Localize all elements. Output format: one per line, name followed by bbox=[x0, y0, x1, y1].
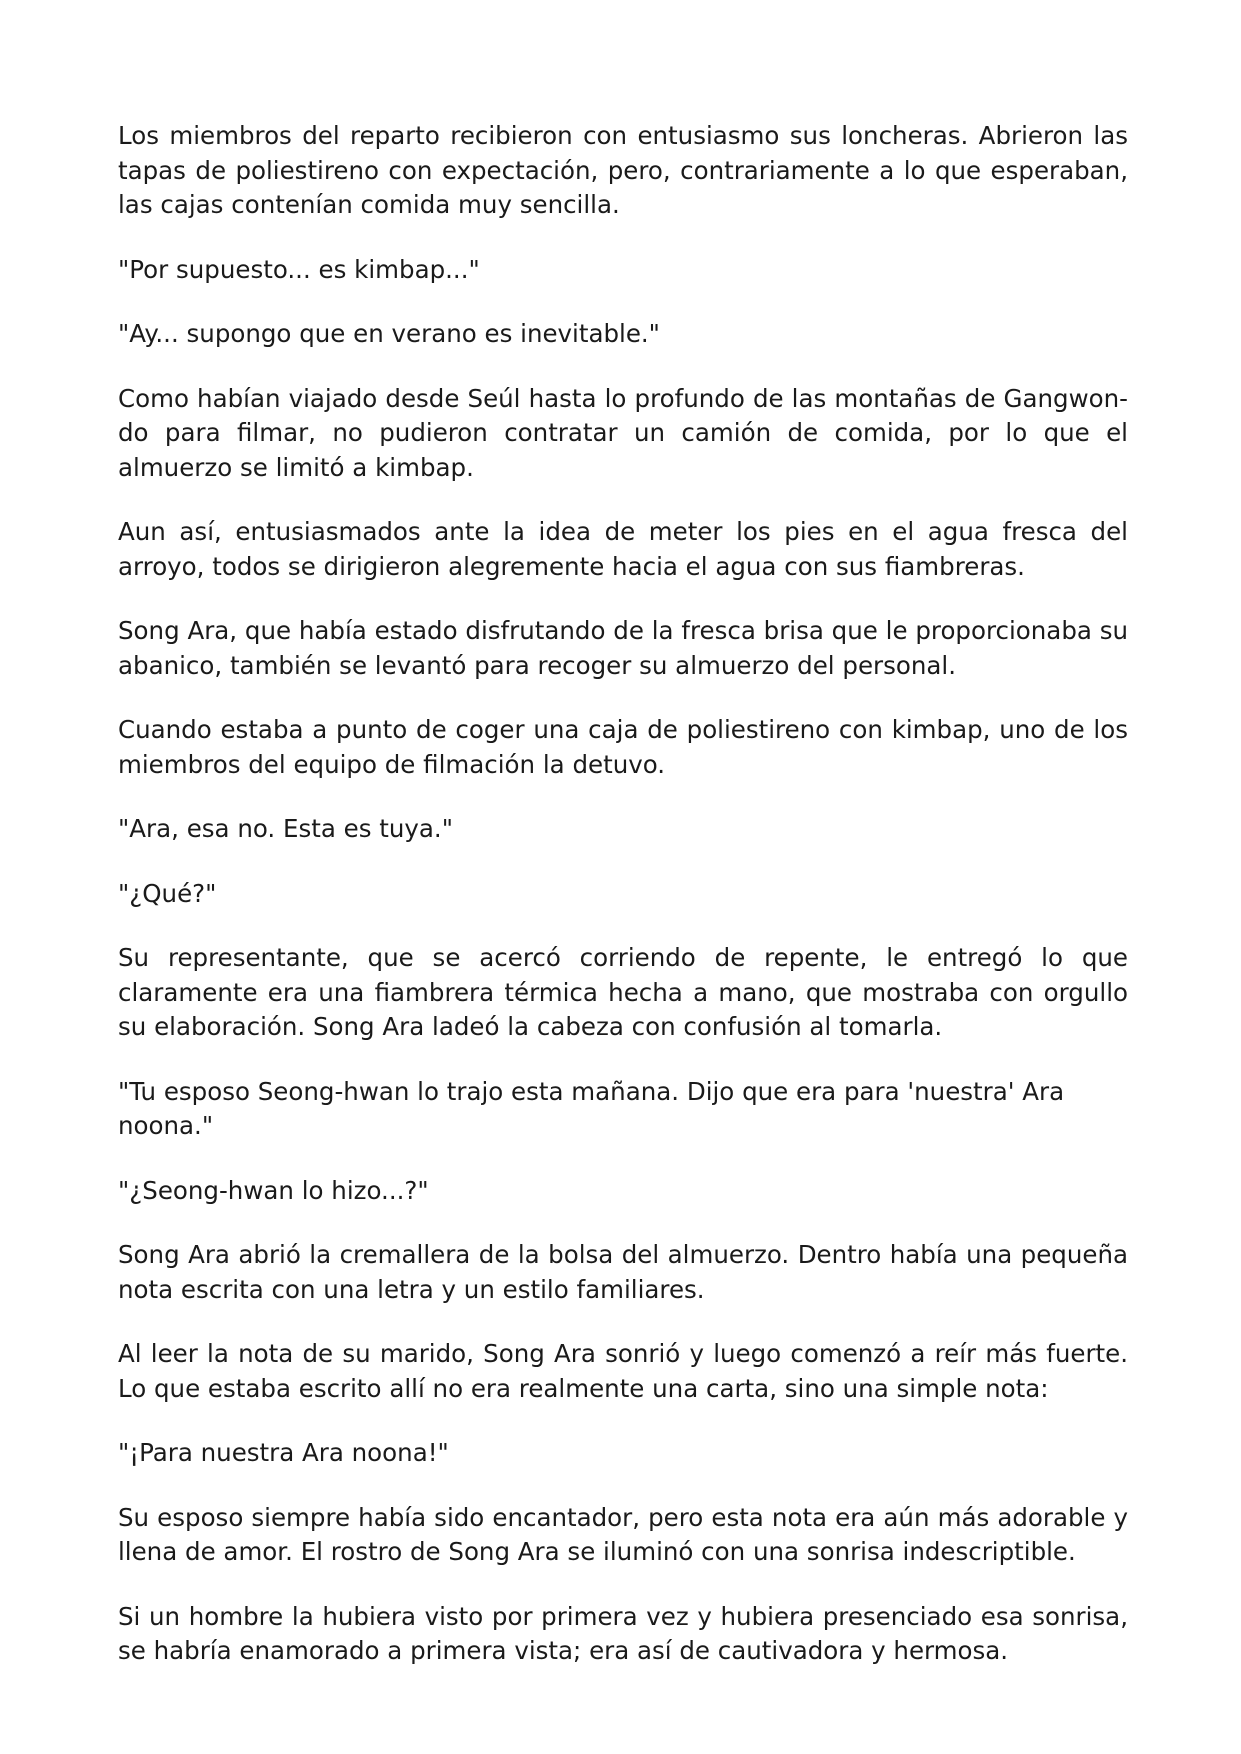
paragraph-4: Como habían viajado desde Seúl hasta lo profundo de las montañas de Gangwon-do para filmar, no pudieron contratar un camión de comida, por lo que el almuerzo se limitó a kimbap. bbox=[118, 383, 1128, 482]
paragraph-6: Song Ara, que había estado disfrutando de la fresca brisa que le proporcionaba su abanico, también se levantó para recoger su almuerzo del personal. bbox=[118, 616, 1128, 680]
paragraph-17: Si un hombre la hubiera visto por primera vez y hubiera presenciado esa sonrisa, se habría enamorado a primera vista; era así de cautivadora y hermosa. bbox=[118, 1601, 1128, 1665]
paragraph-14: Al leer la nota de su marido, Song Ara sonrió y luego comenzó a reír más fuerte. Lo que estaba escrito allí no era realmente una carta, sino una simple nota: bbox=[118, 1339, 1128, 1403]
paragraph-3: "Ay... supongo que en verano es inevitable." bbox=[118, 319, 660, 348]
paragraph-2: "Por supuesto... es kimbap..." bbox=[118, 254, 480, 284]
paragraph-12: "¿Seong-hwan lo hizo...?" bbox=[118, 1175, 429, 1205]
paragraph-15: "¡Para nuestra Ara noona!" bbox=[118, 1438, 449, 1467]
document-body bbox=[118, 119, 1128, 1699]
paragraph-9: "¿Qué?" bbox=[118, 878, 217, 908]
paragraph-13: Song Ara abrió la cremallera de la bolsa del almuerzo. Dentro había una pequeña nota escrita con una letra y un estilo familiares. bbox=[118, 1240, 1128, 1304]
paragraph-10: Su representante, que se acercó corriendo de repente, le entregó lo que claramente era una fiambrera térmica hecha a mano, que mostraba con orgullo su elaboración. Song Ara ladeó la cabeza con confusión al tomarla. bbox=[118, 943, 1128, 1041]
paragraph-8: "Ara, esa no. Esta es tuya." bbox=[118, 814, 453, 843]
paragraph-11: "Tu esposo Seong-hwan lo trajo esta mañana. Dijo que era para 'nuestra' Ara noona." bbox=[118, 1076, 1065, 1140]
paragraph-7: Cuando estaba a punto de coger una caja de poliestireno con kimbap, uno de los miembros del equipo de filmación la detuvo. bbox=[118, 715, 1128, 779]
paragraph-1: Los miembros del reparto recibieron con entusiasmo sus loncheras. Abrieron las tapas de poliestireno con expectación, pero, contrariamente a lo que esperaban, las cajas contenían comida muy sencilla. bbox=[118, 121, 1128, 219]
paragraph-5: Aun así, entusiasmados ante la idea de meter los pies en el agua fresca del arroyo, todos se dirigieron alegremente hacia el agua con sus fiambreras. bbox=[118, 517, 1128, 581]
paragraph-16: Su esposo siempre había sido encantador, pero esta nota era aún más adorable y llena de amor. El rostro de Song Ara se iluminó con una sonrisa indescriptible. bbox=[118, 1502, 1128, 1566]
